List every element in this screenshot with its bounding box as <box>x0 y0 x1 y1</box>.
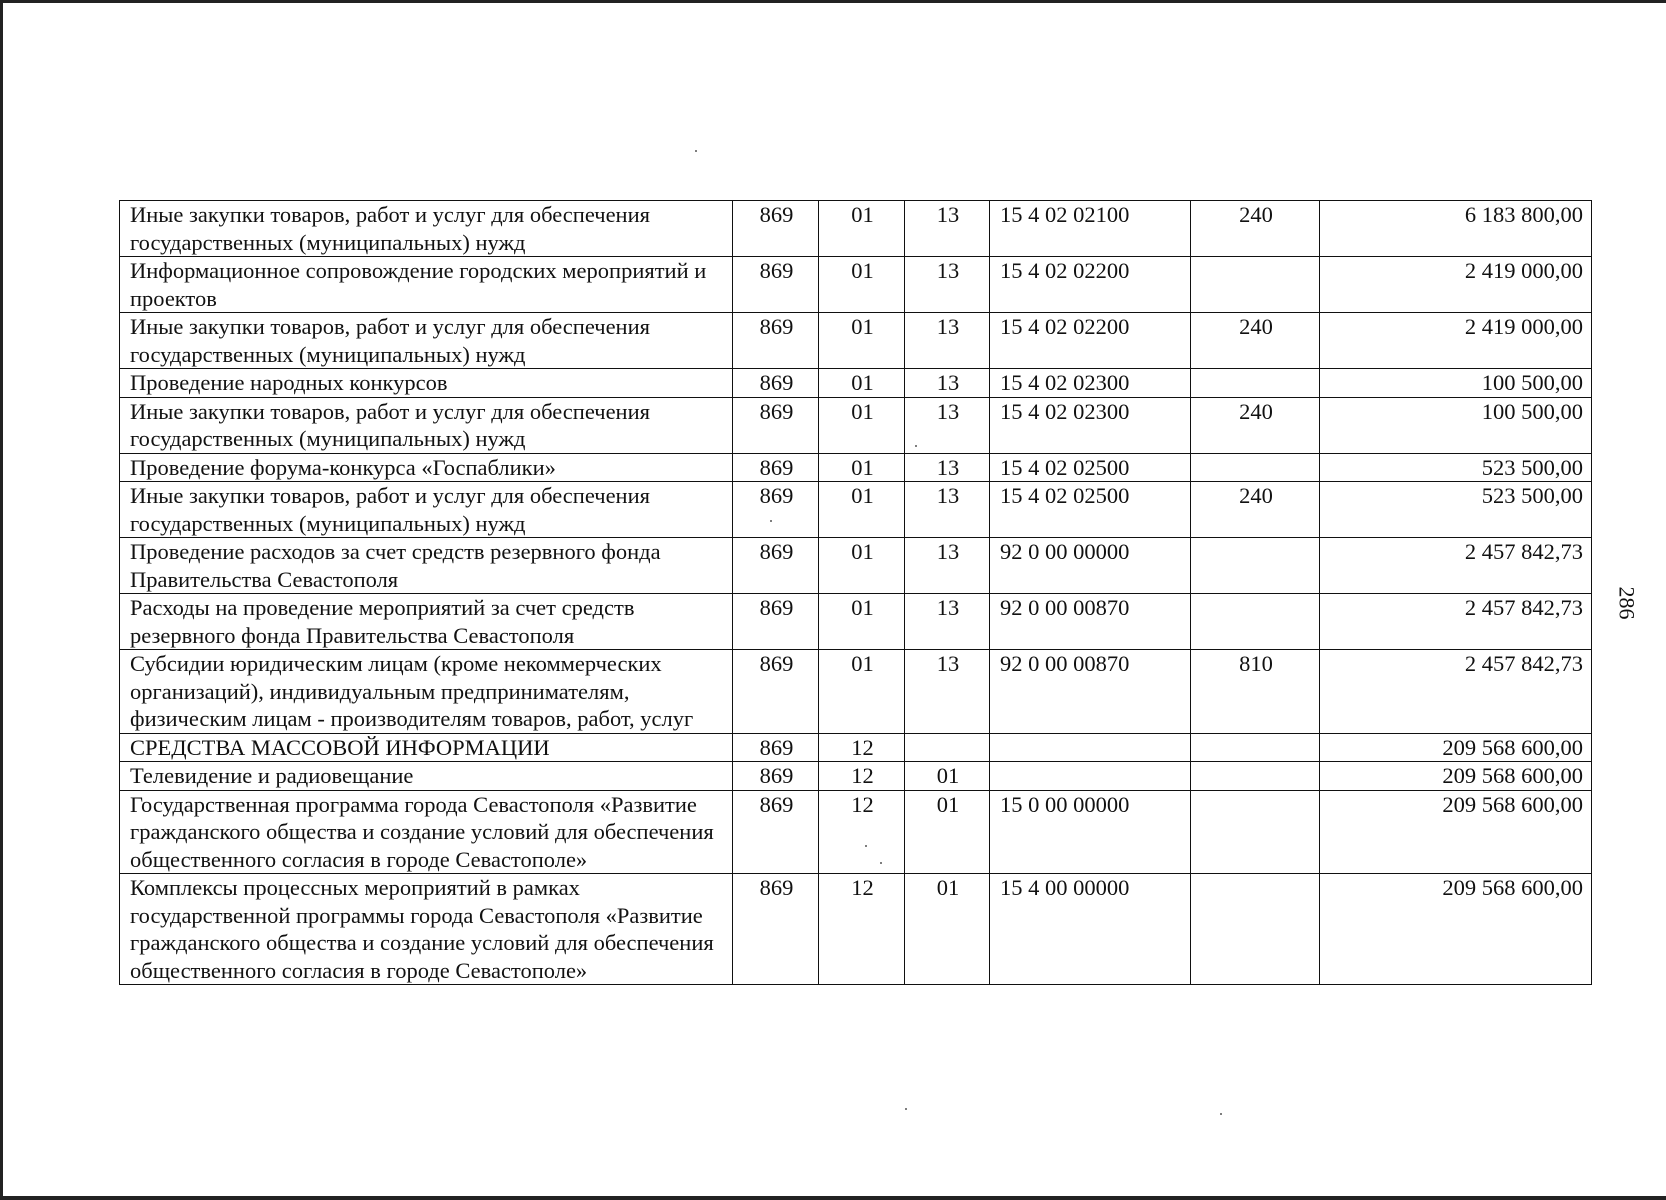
cell-subsection: 13 <box>905 257 990 313</box>
cell-name: Информационное сопровождение городских мероприятий и проектов <box>120 257 733 313</box>
cell-ved-code: 869 <box>733 453 819 482</box>
cell-name: Проведение форума-конкурса «Госпаблики» <box>120 453 733 482</box>
cell-ved-code: 869 <box>733 790 819 874</box>
cell-name: Телевидение и радиовещание <box>120 762 733 791</box>
scan-border-left <box>0 0 3 1200</box>
cell-subsection: 13 <box>905 453 990 482</box>
table-row <box>120 482 1592 538</box>
cell-amount: 209 568 600,00 <box>1320 874 1592 985</box>
budget-table <box>119 200 1592 985</box>
cell-expense-type <box>1191 538 1320 594</box>
cell-expense-type <box>1191 874 1320 985</box>
cell-ved-code: 869 <box>733 397 819 453</box>
cell-amount: 2 457 842,73 <box>1320 650 1592 734</box>
budget-table-body <box>120 201 1592 985</box>
cell-ved-code: 869 <box>733 733 819 762</box>
cell-amount: 100 500,00 <box>1320 369 1592 398</box>
cell-expense-type <box>1191 594 1320 650</box>
cell-expense-type <box>1191 453 1320 482</box>
cell-expense-type: 240 <box>1191 397 1320 453</box>
cell-subsection: 13 <box>905 369 990 398</box>
cell-section: 12 <box>819 762 905 791</box>
cell-target-article: 15 4 02 02500 <box>990 453 1191 482</box>
cell-target-article: 15 0 00 00000 <box>990 790 1191 874</box>
cell-target-article: 15 4 02 02300 <box>990 369 1191 398</box>
cell-name: Комплексы процессных мероприятий в рамках государственной программы города Севастополя «Развитие гражданского общества и создание условий для обеспечения общественного согласия в городе Севастополе» <box>120 874 733 985</box>
cell-amount: 209 568 600,00 <box>1320 790 1592 874</box>
cell-name: Государственная программа города Севастополя «Развитие гражданского общества и создание условий для обеспечения общественного согласия в городе Севастополе» <box>120 790 733 874</box>
cell-section: 01 <box>819 201 905 257</box>
cell-section: 01 <box>819 453 905 482</box>
scan-speck <box>1220 1113 1222 1115</box>
cell-section: 01 <box>819 313 905 369</box>
cell-ved-code: 869 <box>733 482 819 538</box>
table-row <box>120 650 1592 734</box>
cell-section: 12 <box>819 733 905 762</box>
cell-amount: 2 457 842,73 <box>1320 594 1592 650</box>
cell-subsection: 01 <box>905 762 990 791</box>
cell-amount: 2 419 000,00 <box>1320 257 1592 313</box>
cell-ved-code: 869 <box>733 201 819 257</box>
cell-subsection: 13 <box>905 594 990 650</box>
cell-expense-type <box>1191 733 1320 762</box>
cell-section: 01 <box>819 594 905 650</box>
scan-speck <box>905 1108 907 1110</box>
cell-amount: 209 568 600,00 <box>1320 733 1592 762</box>
cell-target-article: 15 4 00 00000 <box>990 874 1191 985</box>
cell-expense-type <box>1191 369 1320 398</box>
cell-amount: 100 500,00 <box>1320 397 1592 453</box>
cell-ved-code: 869 <box>733 313 819 369</box>
table-row <box>120 790 1592 874</box>
cell-amount: 6 183 800,00 <box>1320 201 1592 257</box>
cell-section: 12 <box>819 790 905 874</box>
table-row <box>120 369 1592 398</box>
cell-target-article <box>990 733 1191 762</box>
table-row <box>120 453 1592 482</box>
cell-amount: 2 457 842,73 <box>1320 538 1592 594</box>
cell-target-article: 92 0 00 00870 <box>990 650 1191 734</box>
table-row <box>120 733 1592 762</box>
cell-name: Иные закупки товаров, работ и услуг для обеспечения государственных (муниципальных) нужд <box>120 397 733 453</box>
cell-subsection <box>905 733 990 762</box>
cell-subsection: 13 <box>905 650 990 734</box>
cell-target-article: 15 4 02 02200 <box>990 257 1191 313</box>
cell-amount: 209 568 600,00 <box>1320 762 1592 791</box>
cell-section: 01 <box>819 369 905 398</box>
cell-name: Иные закупки товаров, работ и услуг для обеспечения государственных (муниципальных) нужд <box>120 201 733 257</box>
cell-name: Иные закупки товаров, работ и услуг для обеспечения государственных (муниципальных) нужд <box>120 313 733 369</box>
cell-section: 01 <box>819 538 905 594</box>
cell-name: Иные закупки товаров, работ и услуг для обеспечения государственных (муниципальных) нужд <box>120 482 733 538</box>
cell-target-article: 15 4 02 02100 <box>990 201 1191 257</box>
cell-ved-code: 869 <box>733 538 819 594</box>
table-row <box>120 313 1592 369</box>
table-row <box>120 762 1592 791</box>
cell-ved-code: 869 <box>733 257 819 313</box>
cell-expense-type <box>1191 790 1320 874</box>
cell-expense-type: 240 <box>1191 313 1320 369</box>
table-row <box>120 874 1592 985</box>
cell-section: 01 <box>819 482 905 538</box>
table-row <box>120 257 1592 313</box>
cell-target-article: 15 4 02 02200 <box>990 313 1191 369</box>
table-row <box>120 397 1592 453</box>
cell-section: 12 <box>819 874 905 985</box>
cell-amount: 523 500,00 <box>1320 453 1592 482</box>
cell-name: Проведение народных конкурсов <box>120 369 733 398</box>
cell-subsection: 01 <box>905 790 990 874</box>
cell-target-article: 92 0 00 00000 <box>990 538 1191 594</box>
cell-expense-type <box>1191 762 1320 791</box>
cell-section: 01 <box>819 257 905 313</box>
cell-ved-code: 869 <box>733 650 819 734</box>
cell-ved-code: 869 <box>733 369 819 398</box>
table-row <box>120 538 1592 594</box>
cell-expense-type: 810 <box>1191 650 1320 734</box>
cell-name: СРЕДСТВА МАССОВОЙ ИНФОРМАЦИИ <box>120 733 733 762</box>
cell-subsection: 13 <box>905 201 990 257</box>
cell-subsection: 13 <box>905 313 990 369</box>
cell-amount: 2 419 000,00 <box>1320 313 1592 369</box>
cell-subsection: 13 <box>905 538 990 594</box>
page-number: 286 <box>1614 586 1640 620</box>
cell-target-article: 92 0 00 00870 <box>990 594 1191 650</box>
cell-section: 01 <box>819 397 905 453</box>
cell-subsection: 13 <box>905 482 990 538</box>
cell-subsection: 13 <box>905 397 990 453</box>
cell-name: Проведение расходов за счет средств резервного фонда Правительства Севастополя <box>120 538 733 594</box>
table-row <box>120 201 1592 257</box>
cell-expense-type <box>1191 257 1320 313</box>
cell-name: Расходы на проведение мероприятий за счет средств резервного фонда Правительства Севастополя <box>120 594 733 650</box>
cell-target-article: 15 4 02 02500 <box>990 482 1191 538</box>
cell-target-article: 15 4 02 02300 <box>990 397 1191 453</box>
cell-expense-type: 240 <box>1191 201 1320 257</box>
cell-ved-code: 869 <box>733 594 819 650</box>
cell-ved-code: 869 <box>733 762 819 791</box>
table-row <box>120 594 1592 650</box>
cell-subsection: 01 <box>905 874 990 985</box>
cell-ved-code: 869 <box>733 874 819 985</box>
scan-border-top <box>0 0 1666 3</box>
scan-speck <box>695 150 697 152</box>
cell-amount: 523 500,00 <box>1320 482 1592 538</box>
cell-target-article <box>990 762 1191 791</box>
cell-section: 01 <box>819 650 905 734</box>
scan-border-bottom <box>0 1196 1666 1200</box>
cell-expense-type: 240 <box>1191 482 1320 538</box>
cell-name: Субсидии юридическим лицам (кроме некоммерческих организаций), индивидуальным предпринимателям, физическим лицам - производителям товаров, работ, услуг <box>120 650 733 734</box>
